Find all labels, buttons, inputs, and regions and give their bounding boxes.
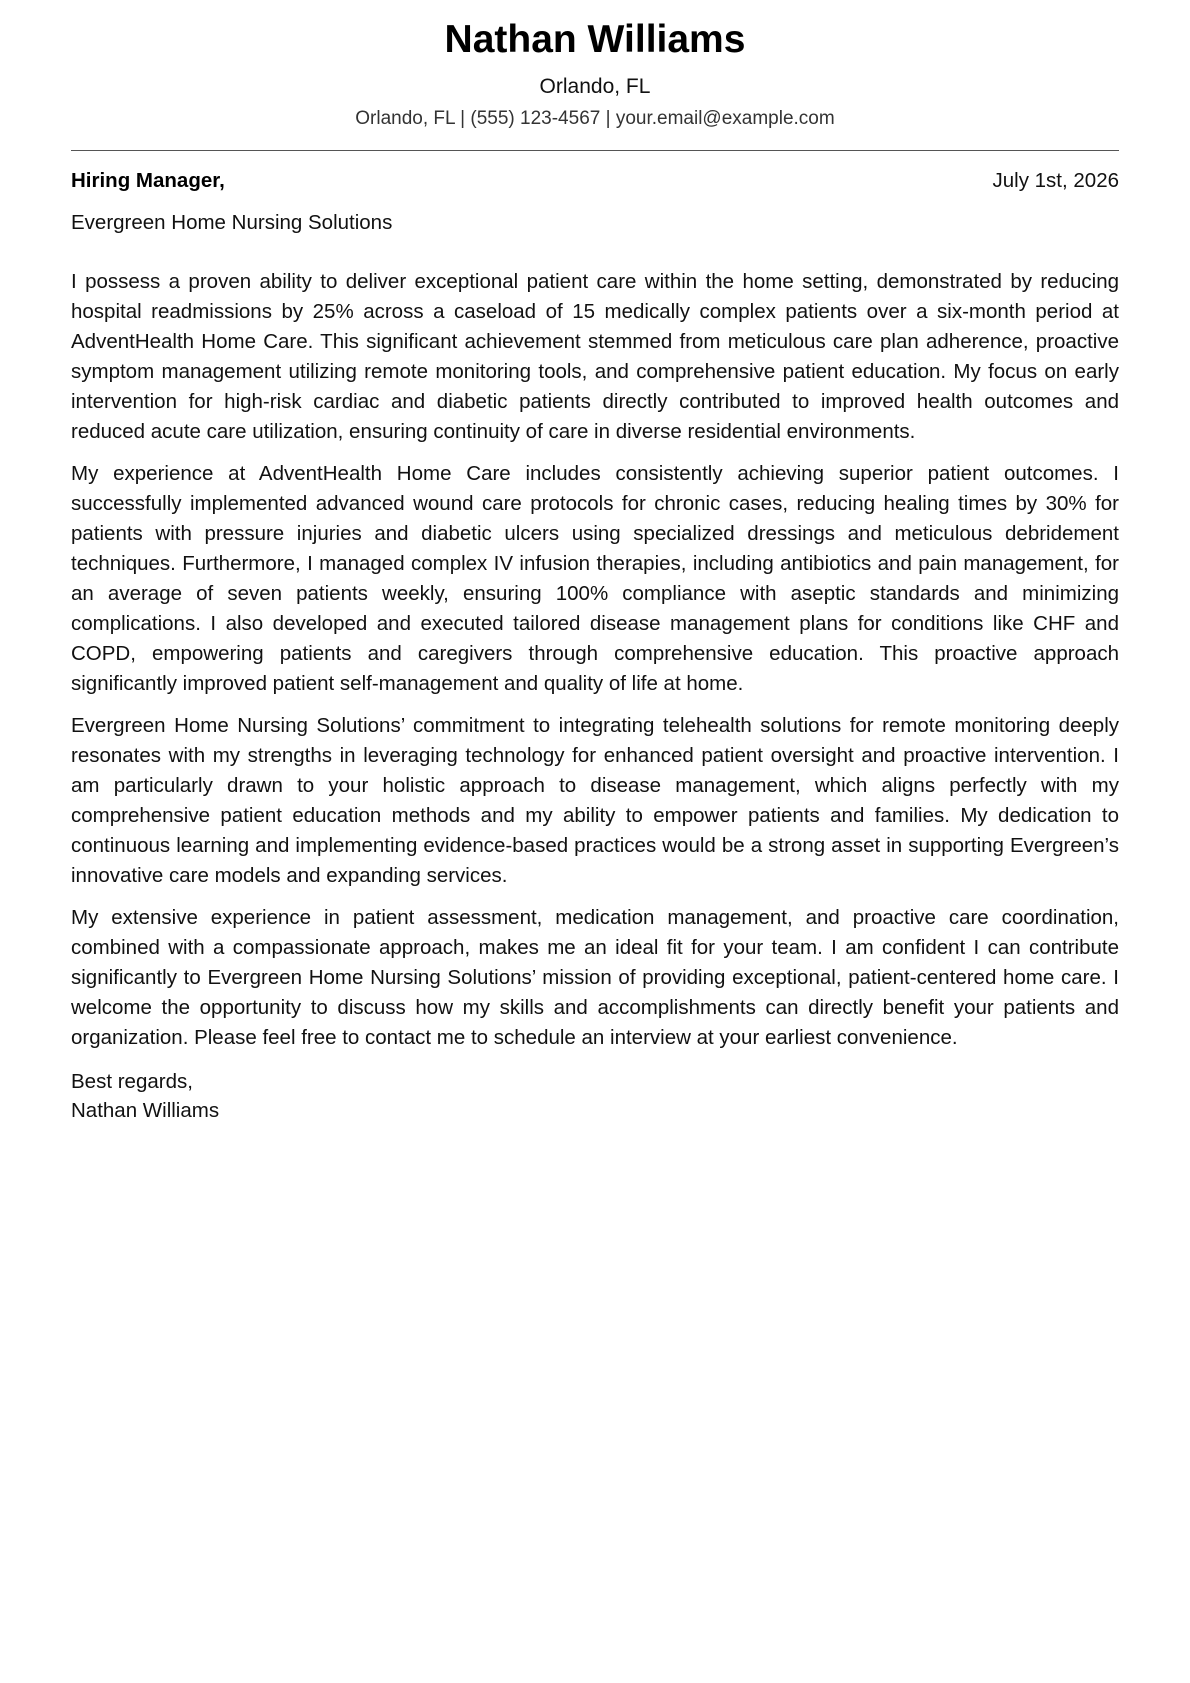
recipient-company: Evergreen Home Nursing Solutions xyxy=(71,211,393,234)
body-paragraph: I possess a proven ability to deliver exceptional patient care within the home setting, demonstrated by reducing hospital readmissions by 25% across a caseload of 15 medically complex patients over a six-month period at AdventHealth Home Care. This significant achievement stemmed from meticulous care plan adherence, proactive symptom management utilizing remote monitoring tools, and comprehensive patient education. My focus on early intervention for high-risk cardiac and diabetic patients directly contributed to improved health outcomes and reduced acute care utilization, ensuring continuity of care in diverse residential environments. xyxy=(71,270,1119,443)
applicant-name: Nathan Williams xyxy=(444,18,746,61)
letter-closing xyxy=(71,1067,1119,1125)
applicant-contact-line: Orlando, FL | (555) 123-4567 | your.email@example.com xyxy=(355,108,835,129)
letter-body xyxy=(71,267,1119,1053)
body-paragraph: Evergreen Home Nursing Solutions’ commitment to integrating telehealth solutions for remote monitoring deeply resonates with my strengths in leveraging technology for enhanced patient oversight and proactive intervention. I am particularly drawn to your holistic approach to disease management, which aligns perfectly with my comprehensive patient education methods and my ability to empower patients and families. My dedication to continuous learning and implementing evidence-based practices would be a strong asset in supporting Evergreen’s innovative care models and expanding services. xyxy=(71,714,1119,887)
letter-header xyxy=(71,0,1119,132)
closing-signature: Nathan Williams xyxy=(71,1099,220,1122)
closing-salutation: Best regards, xyxy=(71,1070,193,1093)
body-paragraph: My extensive experience in patient assessment, medication management, and proactive care coordination, combined with a compassionate approach, makes me an ideal fit for your team. I am confident I can contribute significantly to Evergreen Home Nursing Solutions’ mission of providing exceptional, patient-centered home care. I welcome the opportunity to discuss how my skills and accomplishments can directly benefit your patients and organization. Please feel free to contact me to schedule an interview at your earliest convenience. xyxy=(71,906,1119,1049)
letter-date: July 1st, 2026 xyxy=(992,169,1119,192)
recipient-name: Hiring Manager, xyxy=(71,169,225,192)
recipient-row xyxy=(71,167,1119,195)
header-divider xyxy=(71,150,1119,151)
body-paragraph: My experience at AdventHealth Home Care includes consistently achieving superior patient outcomes. I successfully implemented advanced wound care protocols for chronic cases, reducing healing times by 30% for patients with pressure injuries and diabetic ulcers using specialized dressings and meticulous debridement techniques. Furthermore, I managed complex IV infusion therapies, including antibiotics and pain management, for an average of seven patients weekly, ensuring 100% compliance with aseptic standards and minimizing complications. I also developed and executed tailored disease management plans for conditions like CHF and COPD, empowering patients and caregivers through comprehensive education. This proactive approach significantly improved patient self-management and quality of life at home. xyxy=(71,462,1119,695)
applicant-location: Orlando, FL xyxy=(539,75,651,98)
